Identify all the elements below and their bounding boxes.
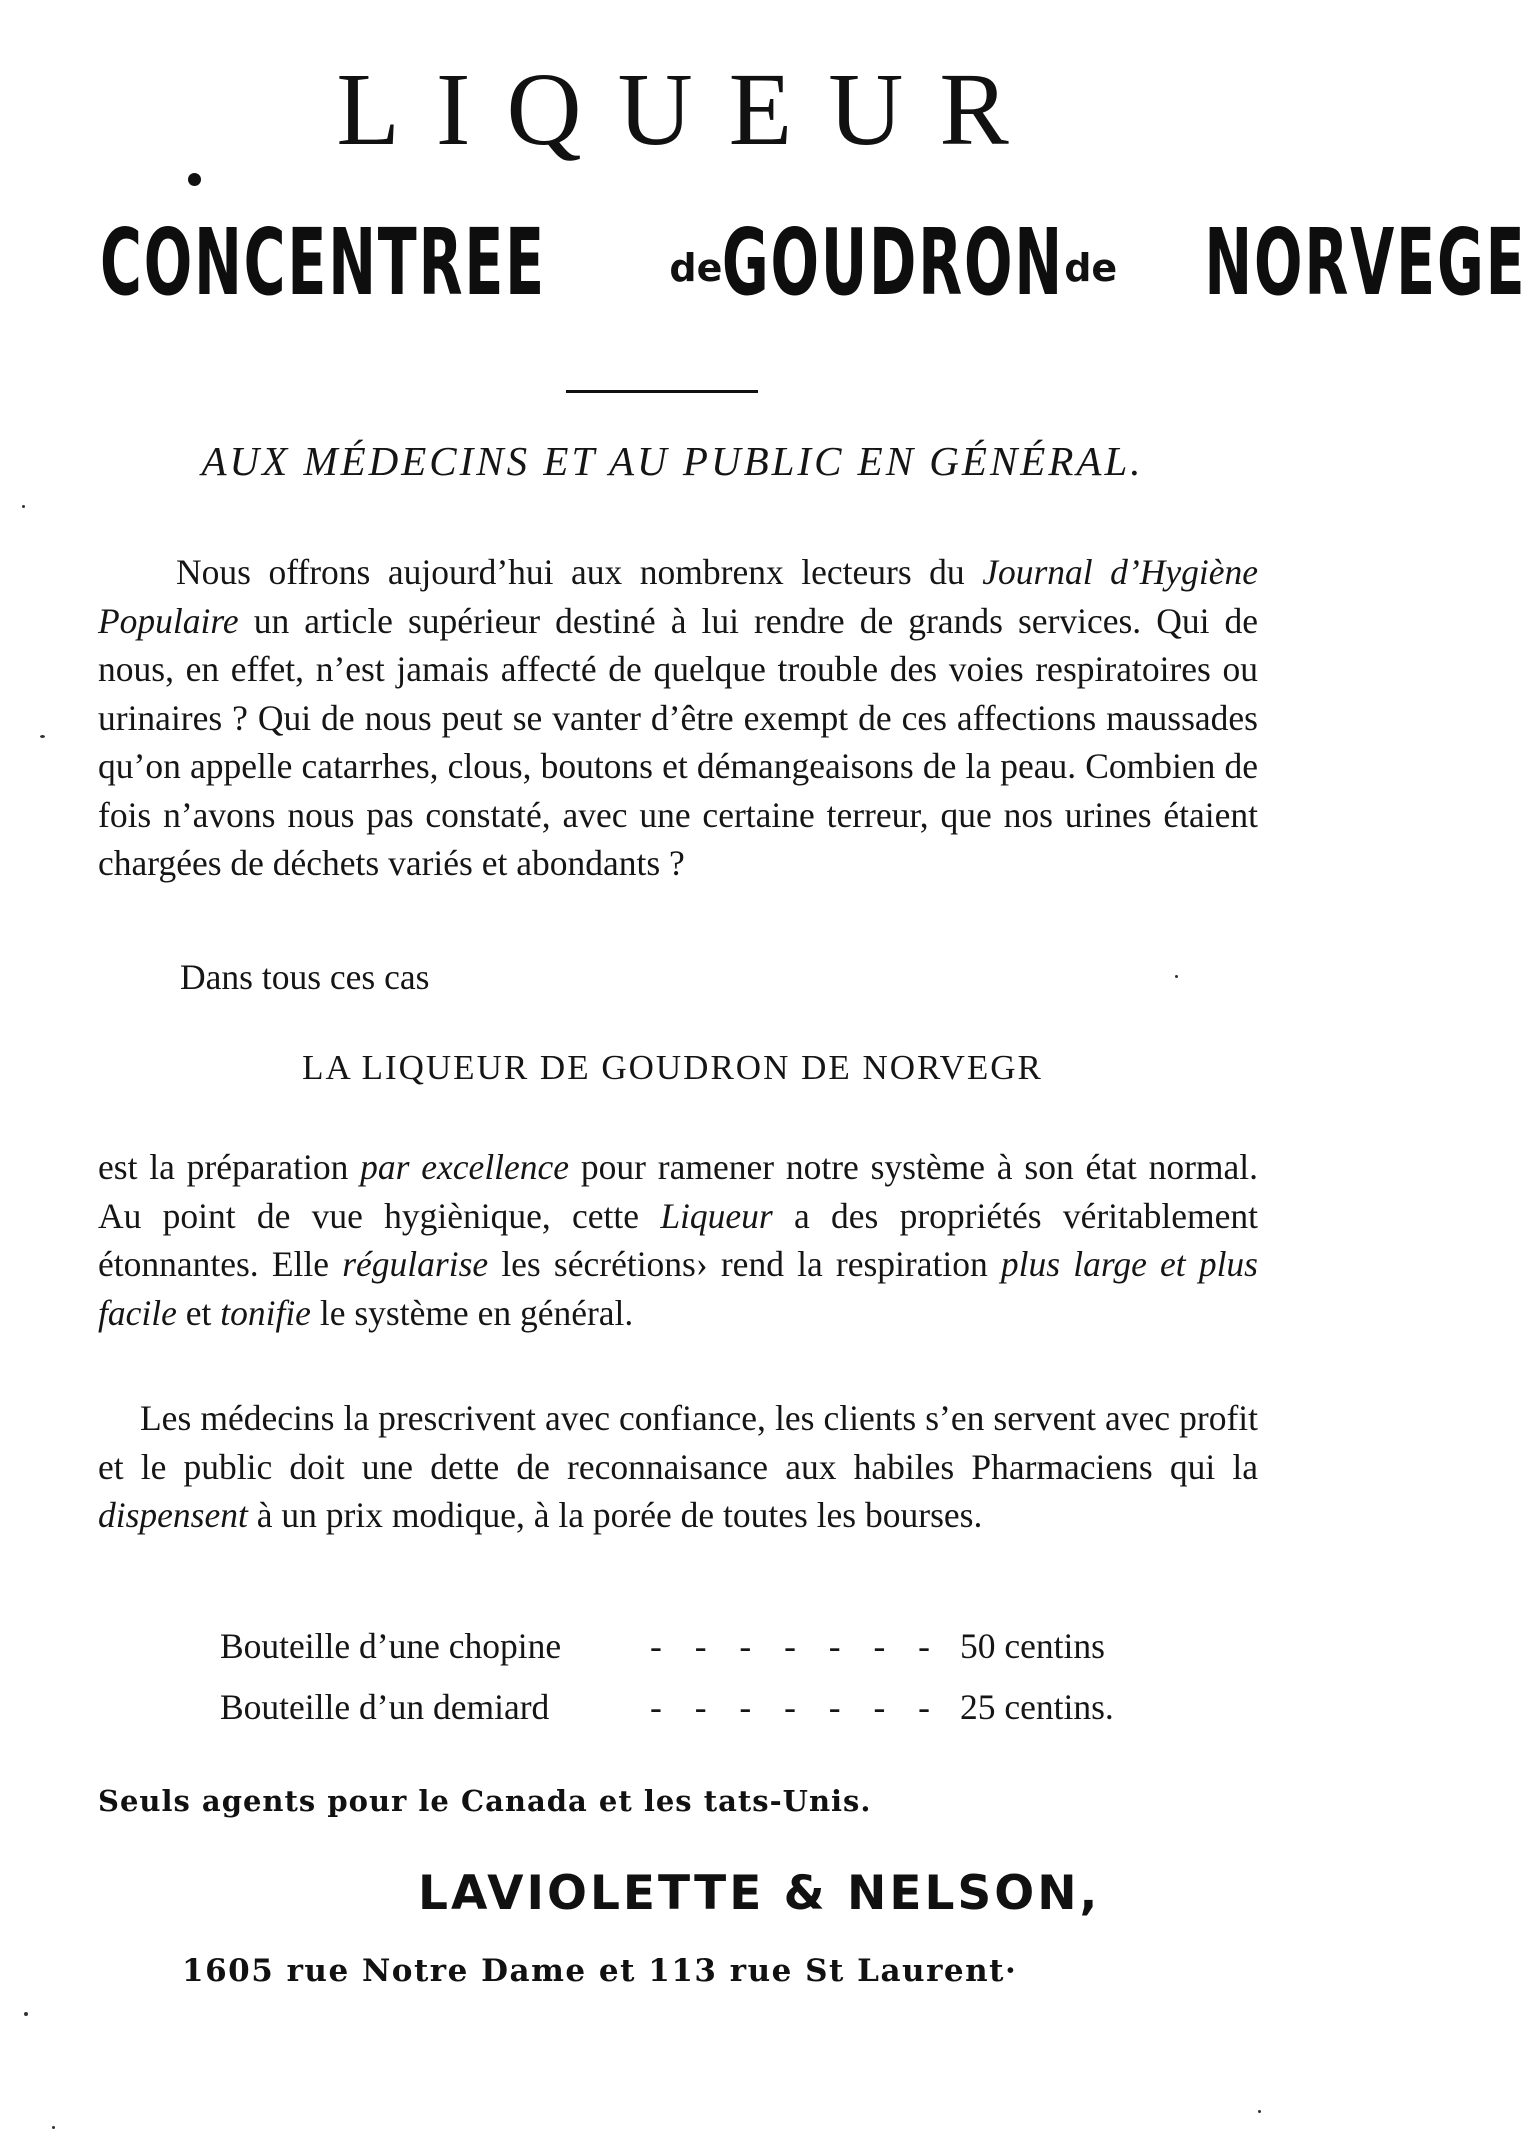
scan-speck: [24, 2012, 28, 2016]
p3-text-d: les sécrétions› rend la respiration: [488, 1244, 1001, 1284]
subtitle-word-goudron: GOUDRON: [722, 209, 1065, 316]
subtitle-word-de-2: de: [1064, 246, 1118, 290]
subtitle-decorative: [100, 208, 1527, 318]
p3-italic-2: Liqueur: [660, 1195, 773, 1236]
address-heading: AUX MÉDECINS ET AU PUBLIC EN GÉNÉRAL.: [201, 438, 1144, 484]
p1-text-b: un article supérieur destiné à lui rendre de grands services. Qui de nous, en effet, n’est jamais affecté de quelque trouble des voies respiratoires ou urinaires ? Qui de nous peut se vanter d’être exempt de ces affections maussades qu’on appelle catarrhes, clous, boutons et démangeaisons de la peau. Combien de fois n’avons nous pas constaté, avec une certaine terreur, que nos urines étaient chargées de déchets variés et abondants ?: [98, 600, 1258, 883]
price-dashes: - - - - - - -: [650, 1687, 943, 1727]
scan-speck: [22, 505, 25, 508]
price-value: 25 centins.: [960, 1687, 1114, 1727]
ornament-dot: [188, 173, 201, 186]
scan-speck: [52, 2126, 55, 2129]
p3-italic-4: plus large et plus facile: [98, 1244, 1258, 1333]
divider-rule: [566, 390, 758, 393]
price-label: Bouteille d’une chopine: [220, 1626, 562, 1666]
p3-text-a: est la préparation: [98, 1147, 361, 1187]
p3-italic-3: régularise: [342, 1244, 489, 1284]
title-liqueur: LIQUEUR: [336, 52, 1045, 167]
scan-speck: [40, 735, 45, 738]
subtitle-word-concentree: CONCENTREE: [100, 209, 547, 316]
p3-text-c: a des propriétés véritablement étonnantes. Elle: [98, 1195, 1258, 1284]
p4-italic-1: dispensent: [98, 1495, 248, 1535]
paragraph-physicians: [98, 1394, 1258, 1540]
p1-text-a: Nous offrons aujourd’hui aux nombrenx lecteurs du: [176, 552, 983, 592]
journal-title: Journal d’Hygiène Populaire: [98, 552, 1258, 641]
p4-text-b: à un prix modique, à la porée de toutes les bourses.: [247, 1495, 983, 1535]
agents-line: Seuls agents pour le Canada et les tats-Unis.: [98, 1784, 872, 1818]
price-row: [220, 1683, 1140, 1731]
price-row: [220, 1622, 1140, 1670]
p3-text-e: et: [176, 1292, 221, 1333]
p3-italic-5: tonifie: [220, 1292, 311, 1333]
company-name: LAVIOLETTE & NELSON,: [418, 1866, 1101, 1921]
price-dashes: - - - - - - -: [650, 1626, 943, 1666]
price-label: Bouteille d’un demiard: [220, 1687, 550, 1727]
p3-text-b: pour ramener notre système à son état normal. Au point de vue hygiènique, cette: [98, 1147, 1258, 1236]
price-value: 50 centins: [960, 1626, 1105, 1666]
paragraph-intro: [98, 548, 1258, 888]
subtitle-word-norvege: NORVEGE: [1204, 209, 1527, 316]
subtitle-word-de-1: de: [669, 246, 723, 290]
street-address: 1605 rue Notre Dame et 113 rue St Laurent·: [182, 1953, 1018, 1989]
scan-speck: [1175, 975, 1178, 978]
paragraph-preparation: [98, 1143, 1258, 1337]
paragraph-cases: Dans tous ces cas: [180, 957, 430, 997]
product-name-line: LA LIQUEUR DE GOUDRON DE NORVEGR: [302, 1048, 1043, 1087]
p4-text-a: Les médecins la prescrivent avec confiance, les clients s’en servent avec profit et le public doit une dette de reconnaisance aux habiles Pharmaciens qui la: [98, 1398, 1258, 1487]
p3-italic-1: par excellence: [360, 1147, 570, 1187]
scan-speck: [1258, 2110, 1261, 2113]
p3-text-f: le système en général.: [310, 1292, 634, 1333]
